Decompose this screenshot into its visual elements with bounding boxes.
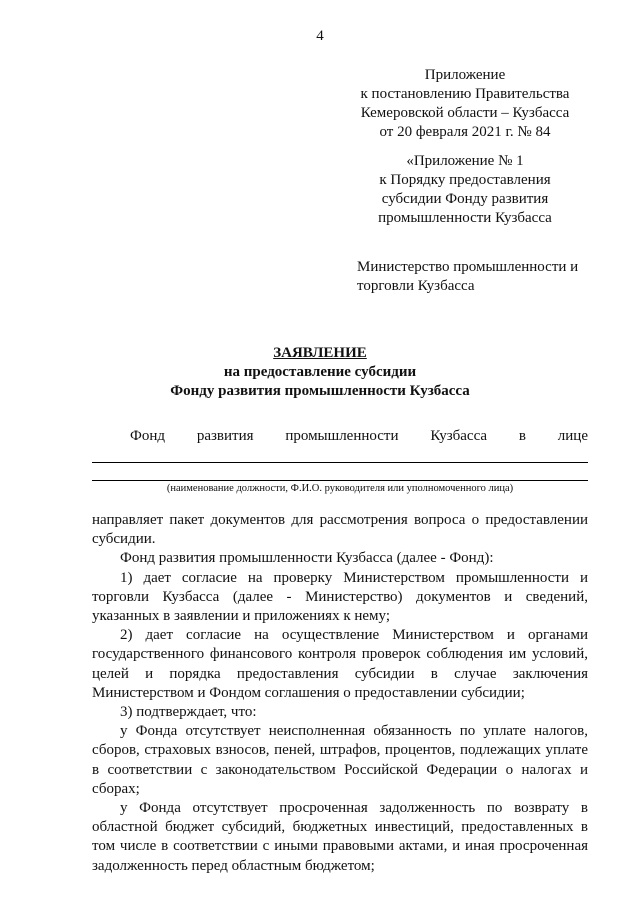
body-paragraph: у Фонда отсутствует неисполненная обязанность по уплате налогов, сборов, страховых взносов, пеней, штрафов, процентов, подлежащих уплате в соответствии с законодательством Российской Федерации о налогах и сборах;	[92, 723, 588, 797]
appendix-header-line: Кемеровской области – Кузбасса	[360, 105, 570, 121]
fund-represented-by-line	[130, 428, 588, 445]
addressee-line: торговли Кузбасса	[357, 278, 475, 294]
appendix-sub-header	[330, 152, 600, 228]
body-paragraph: 3) подтверждает, что:	[120, 704, 257, 721]
fill-in-line	[92, 462, 588, 463]
page-number: 4	[316, 28, 324, 44]
document-title: ЗАЯВЛЕНИЕ	[273, 345, 367, 361]
fund-line-word: Фонд	[130, 428, 166, 444]
addressee-line: Министерство промышленности и	[357, 259, 579, 275]
body-paragraph: Фонд развития промышленности Кузбасса (далее - Фонд):	[120, 550, 494, 567]
document-body	[92, 511, 588, 876]
document-heading	[0, 344, 640, 401]
addressee-block	[357, 258, 607, 296]
body-paragraph: 2) дает согласие на осуществление Министерством и органами государственного финансового контроля проверок соблюдения им условий, целей и порядка предоставления субсидии в случае заключения Министерством и Фондом соглашения о предоставлении субсидии;	[92, 627, 588, 701]
fund-line-word: Кузбасса	[430, 428, 488, 444]
field-caption: (наименование должности, Ф.И.О. руководителя или уполномоченного лица)	[166, 483, 514, 494]
heading-subtitle: Фонду развития промышленности Кузбасса	[170, 383, 470, 399]
appendix-sub-line: «Приложение № 1	[406, 153, 524, 169]
body-paragraph: 1) дает согласие на проверку Министерством промышленности и торговли Кузбасса (далее - Министерство) документов и сведений, указанных в заявлении и приложениях к нему;	[92, 569, 588, 625]
appendix-header-line: от 20 февраля 2021 г. № 84	[379, 124, 551, 140]
fund-line-word: в	[518, 428, 526, 444]
fund-line-word: промышленности	[285, 428, 399, 444]
heading-subtitle: на предоставление субсидии	[223, 364, 417, 380]
fill-in-line	[92, 480, 588, 481]
fund-line-word: лице	[557, 428, 588, 444]
appendix-header-line: к постановлению Правительства	[360, 86, 570, 102]
appendix-sub-line: субсидии Фонду развития	[381, 191, 549, 207]
appendix-sub-line: промышленности Кузбасса	[378, 210, 552, 226]
fund-line-word: развития	[196, 428, 254, 444]
body-paragraph: у Фонда отсутствует просроченная задолженность по возврату в областной бюджет субсидий, бюджетных инвестиций, предоставленных в том числе в соответствии с иными правовыми актами, и иная просроченная задолженность перед областным бюджетом;	[92, 800, 588, 874]
appendix-header-line: Приложение	[424, 67, 506, 83]
appendix-sub-line: к Порядку предоставления	[379, 172, 551, 188]
appendix-header	[330, 66, 600, 142]
body-paragraph: направляет пакет документов для рассмотрения вопроса о предоставлении субсидии.	[92, 512, 588, 548]
